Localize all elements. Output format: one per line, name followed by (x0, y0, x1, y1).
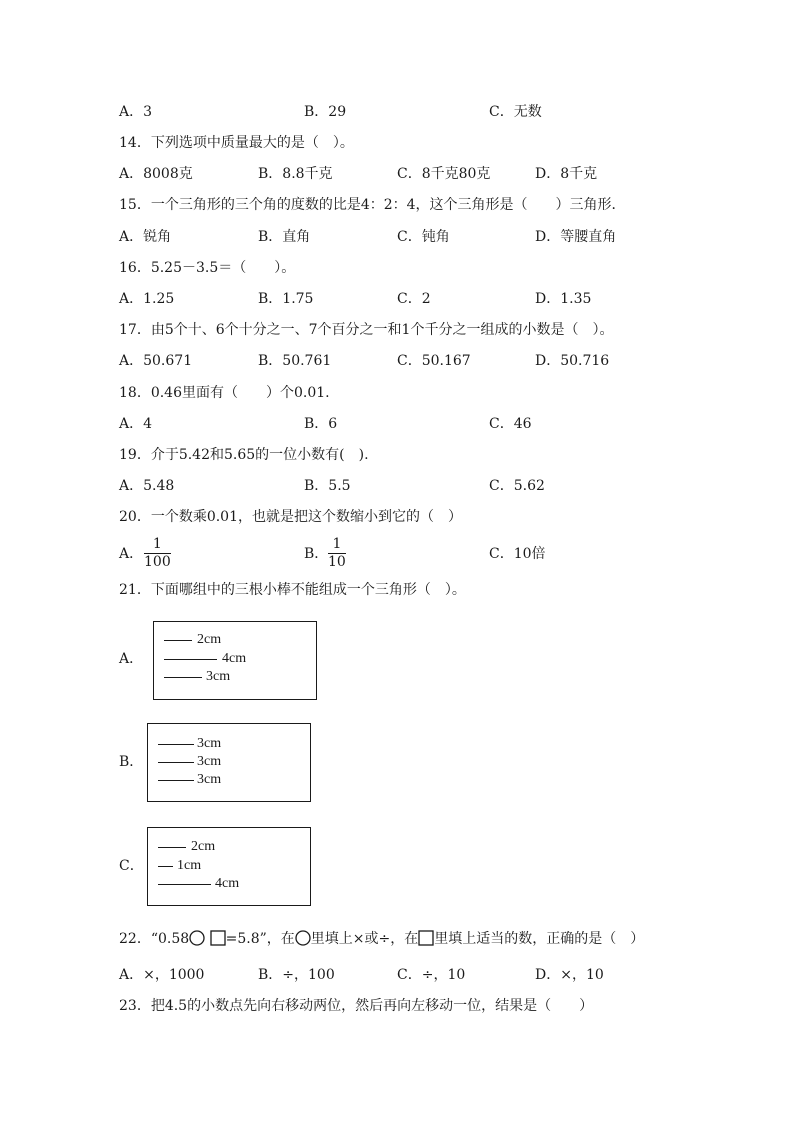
q21-stem: 21．下面哪组中的三根小棒不能组成一个三角形（ ）。 (119, 582, 466, 598)
q22-option-b[interactable]: B．÷，100 (258, 967, 335, 983)
stick-length-label: 4cm (222, 651, 247, 666)
fraction-denominator: 100 (144, 554, 171, 570)
q13-option-c[interactable]: C．无数 (489, 104, 542, 120)
q22-stem-part4: 里填上适当的数，正确的是（ ） (434, 931, 645, 947)
stick-line (158, 866, 173, 867)
stick-line (164, 640, 192, 641)
stick-line (158, 762, 194, 763)
q21-option-a-box[interactable] (153, 621, 317, 700)
q21-option-b-label[interactable]: B． (119, 754, 144, 770)
q22-stem-part1: 22．“0.58 (119, 931, 190, 947)
stick-length-label: 4cm (215, 876, 240, 891)
q14-option-d[interactable]: D．8千克 (535, 166, 598, 182)
q18-option-b[interactable]: B．6 (304, 416, 338, 432)
stick-line (158, 744, 194, 745)
q15-option-d[interactable]: D．等腰直角 (535, 229, 617, 245)
q17-option-d[interactable]: D．50.716 (535, 353, 610, 369)
q14-option-a[interactable]: A．8008克 (119, 166, 193, 182)
q17-option-b[interactable]: B．50.761 (258, 353, 332, 369)
q14-stem: 14．下列选项中质量最大的是（ ）。 (119, 135, 354, 151)
q16-option-a[interactable]: A．1.25 (119, 291, 175, 307)
q22-option-a[interactable]: A．×，1000 (119, 967, 205, 983)
q19-option-b[interactable]: B．5.5 (304, 478, 351, 494)
q13-option-a[interactable]: A．3 (119, 104, 153, 120)
q15-option-c[interactable]: C．钝角 (397, 229, 450, 245)
q19-stem: 19．介于5.42和5.65的一位小数有( ). (119, 447, 369, 463)
q17-stem: 17．由5个十、6个十分之一、7个百分之一和1个千分之一组成的小数是（ ）。 (119, 322, 614, 338)
stick-line (158, 847, 186, 848)
stick-line (164, 677, 202, 678)
square-icon (418, 930, 434, 951)
q20-option-b-fraction[interactable] (328, 537, 346, 570)
stick-line (158, 780, 194, 781)
q16-option-d[interactable]: D．1.35 (535, 291, 592, 307)
q20-option-a-fraction[interactable] (144, 537, 171, 570)
stick-length-label: 3cm (197, 754, 222, 769)
stick-length-label: 2cm (191, 839, 216, 854)
stick-length-label: 3cm (197, 772, 222, 787)
q22-option-d[interactable]: D．×，10 (535, 967, 604, 983)
q15-stem: 15．一个三角形的三个角的度数的比是4：2：4，这个三角形是（ ）三角形． (119, 197, 626, 213)
square-icon (210, 930, 226, 951)
q15-option-a[interactable]: A．锐角 (119, 229, 172, 245)
q20-stem: 20．一个数乘0.01，也就是把这个数缩小到它的（ ） (119, 509, 462, 525)
q18-option-c[interactable]: C．46 (489, 416, 532, 432)
q20-option-b-prefix[interactable]: B． (304, 546, 329, 562)
q21-option-a-label[interactable]: A． (119, 651, 144, 667)
q17-option-a[interactable]: A．50.671 (119, 353, 193, 369)
q19-option-a[interactable]: A．5.48 (119, 478, 175, 494)
q22-stem-part3: 里填上×或÷，在 (310, 931, 419, 947)
circle-icon (189, 930, 205, 951)
circle-icon (295, 930, 311, 951)
stick-line (164, 659, 217, 660)
fraction-numerator: 1 (332, 536, 342, 552)
q15-option-b[interactable]: B．直角 (258, 229, 311, 245)
q17-option-c[interactable]: C．50.167 (397, 353, 471, 369)
stick-length-label: 3cm (197, 736, 222, 751)
q13-option-b[interactable]: B．29 (304, 104, 347, 120)
q21-option-c-label[interactable]: C． (119, 858, 144, 874)
fraction-denominator: 10 (328, 554, 346, 570)
q19-option-c[interactable]: C．5.62 (489, 478, 545, 494)
q16-option-c[interactable]: C．2 (397, 291, 431, 307)
stick-length-label: 1cm (177, 858, 202, 873)
fraction-numerator: 1 (152, 536, 162, 552)
q14-option-c[interactable]: C．8千克80克 (397, 166, 491, 182)
stick-line (158, 884, 211, 885)
stick-length-label: 3cm (206, 669, 231, 684)
q21-option-b-box[interactable] (147, 723, 311, 802)
q18-stem: 18．0.46里面有（ ）个0.01. (119, 385, 330, 401)
q16-stem: 16．5.25－3.5＝（ ）。 (119, 260, 296, 276)
q18-option-a[interactable]: A．4 (119, 416, 153, 432)
q16-option-b[interactable]: B．1.75 (258, 291, 314, 307)
q22-option-c[interactable]: C．÷，10 (397, 967, 466, 983)
q22-stem (119, 930, 644, 951)
q22-stem-part2: =5.8”，在 (225, 931, 295, 947)
q14-option-b[interactable]: B．8.8千克 (258, 166, 333, 182)
q21-option-c-box[interactable] (147, 827, 311, 906)
q20-option-a-prefix[interactable]: A． (119, 546, 144, 562)
q20-option-c[interactable]: C．10倍 (489, 546, 546, 562)
q23-stem: 23．把4.5的小数点先向右移动两位，然后再向左移动一位，结果是（ ） (119, 998, 594, 1014)
stick-length-label: 2cm (197, 632, 222, 647)
